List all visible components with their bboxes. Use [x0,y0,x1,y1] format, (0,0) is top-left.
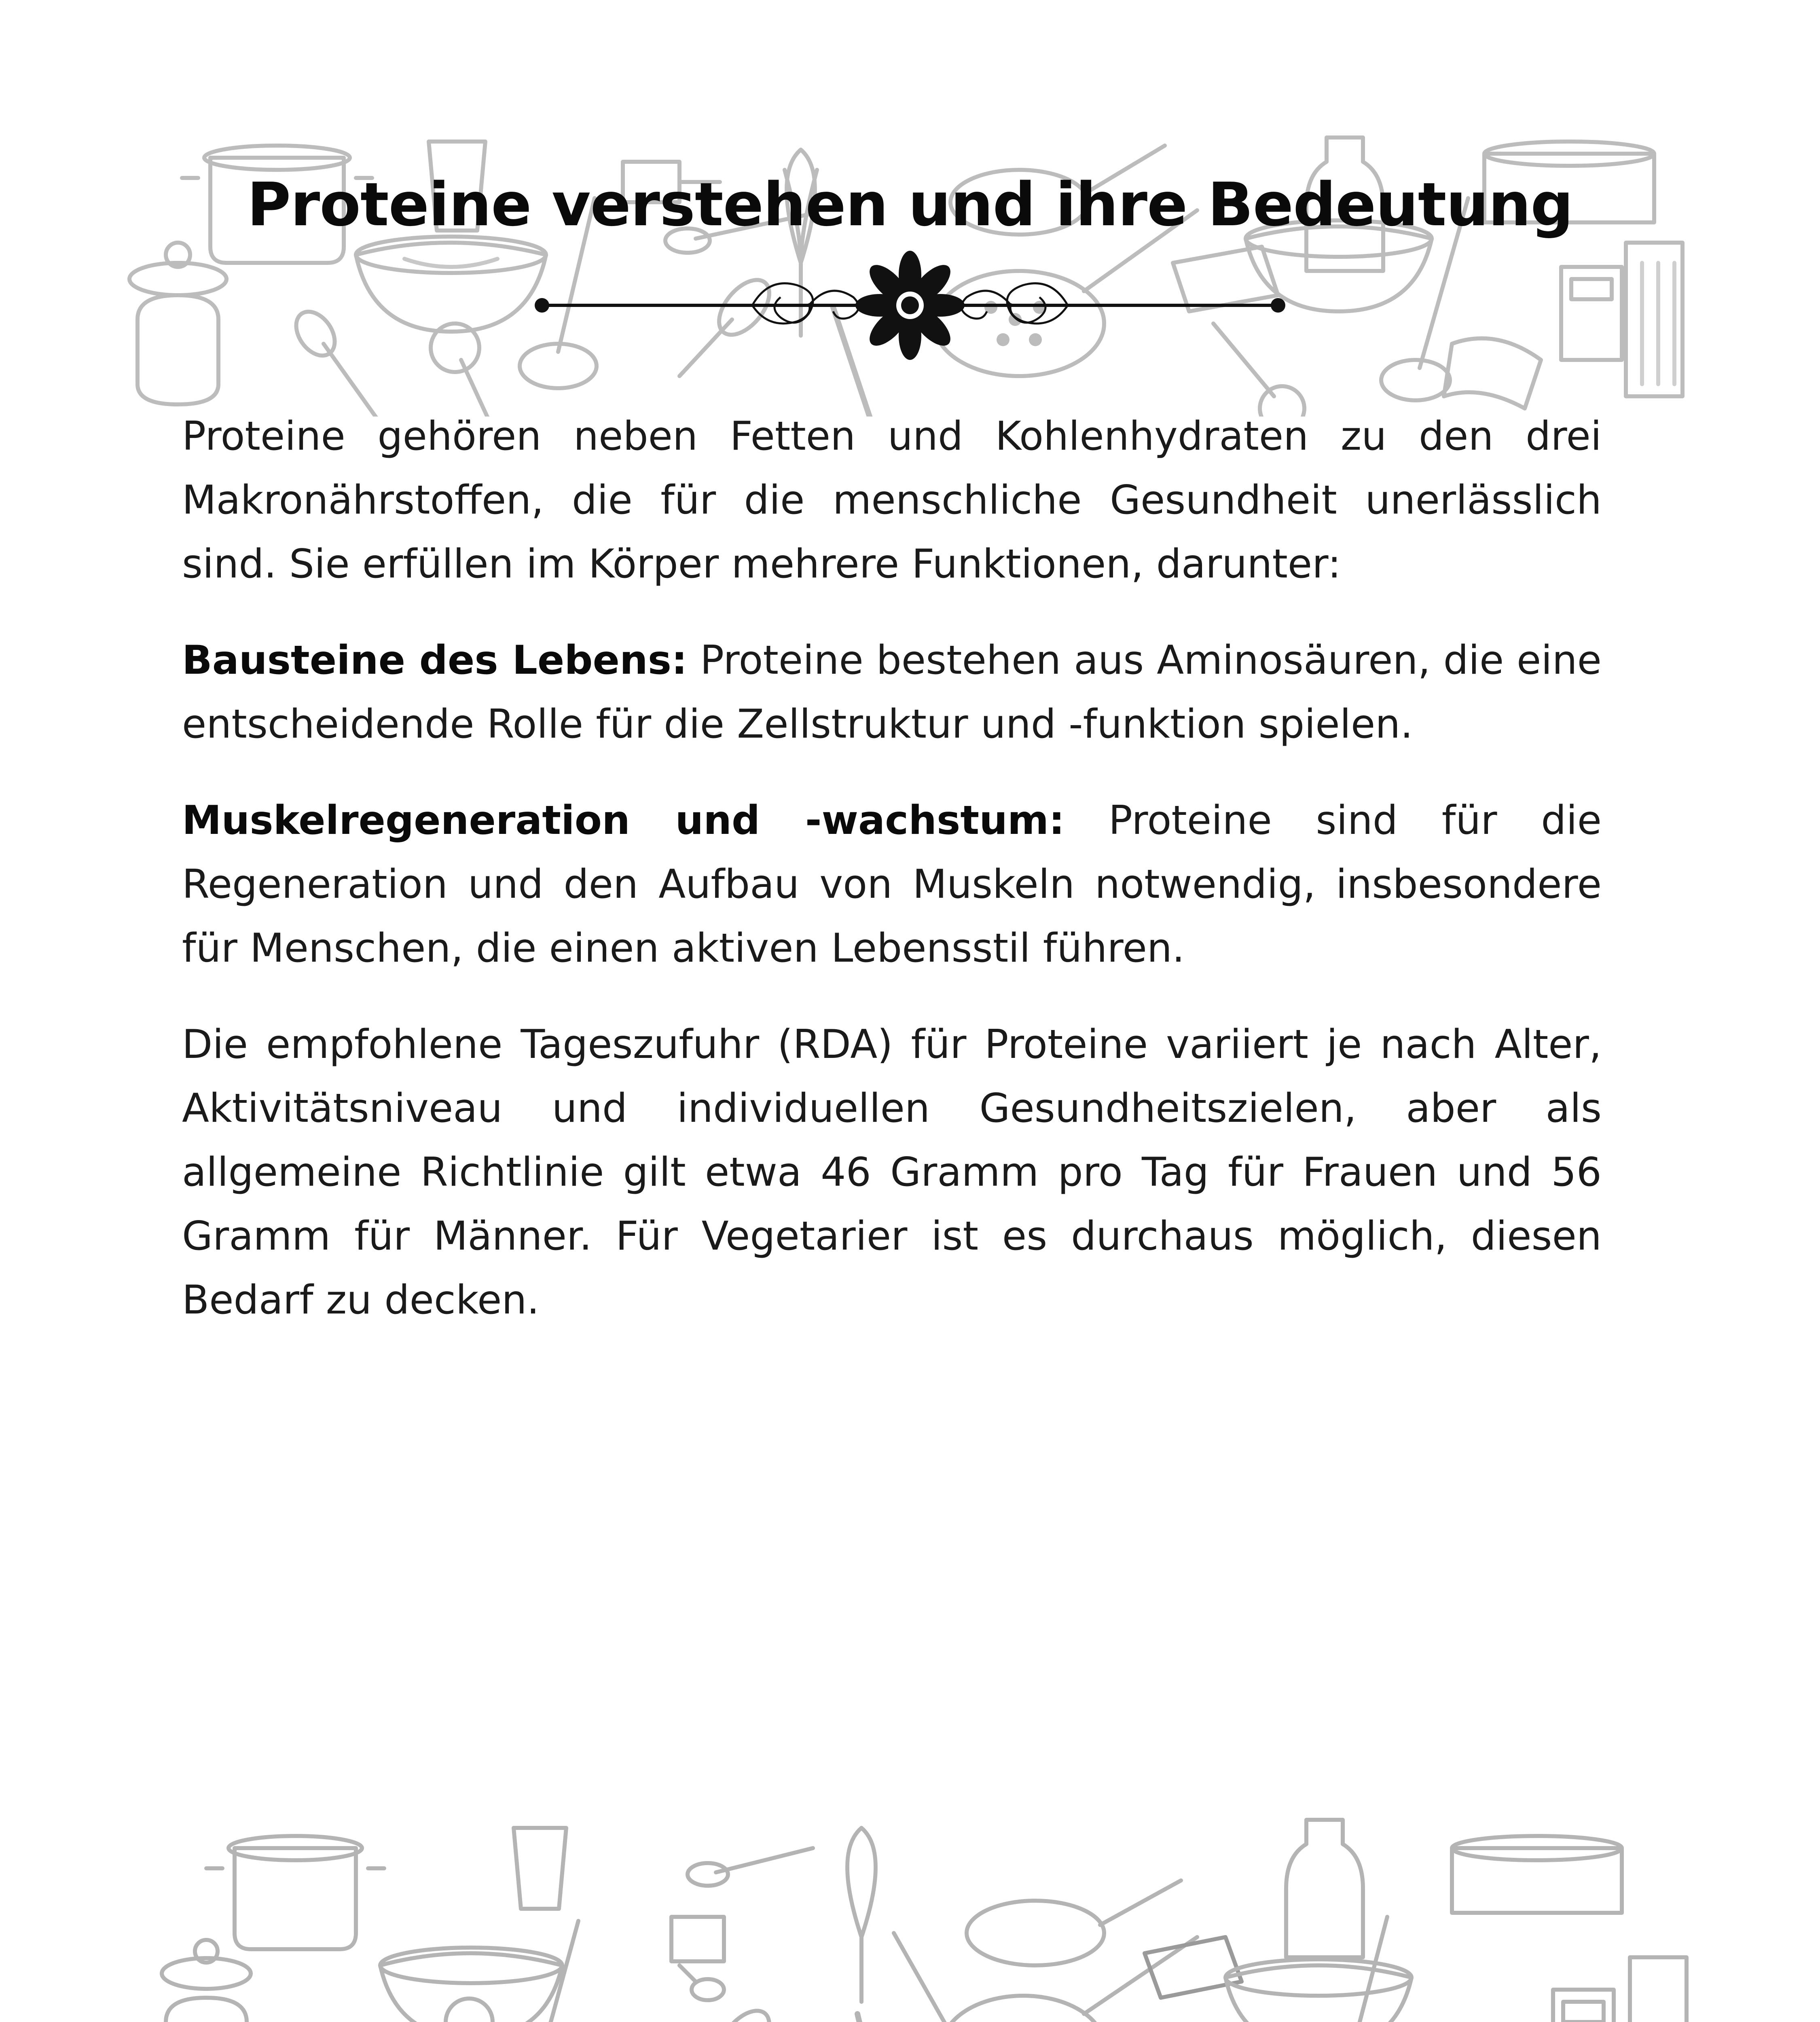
intro-paragraph: Proteine gehören neben Fetten und Kohlenhydraten zu den drei Makronährstoffen, die für die menschliche Gesundheit unerlässlich sind. Sie erfüllen im Körper mehrere Funktionen, darunter: [182,413,1602,587]
item-text: Proteine sind für die Regeneration und den Aufbau von Muskeln notwendig, insbesondere für Menschen, die einen aktiven Lebensstil führen. [182,797,1602,971]
list-item [182,628,1602,756]
item-heading: Bausteine des Lebens: [182,637,688,683]
ornamental-flower-divider-icon [526,251,1294,360]
kitchen-utensils-icon [121,1812,1699,2022]
item-heading: Muskelregeneration und -wachstum: [182,797,1065,844]
kitchen-utensils-illustration-bottom [121,1812,1699,2022]
closing-paragraph: Die empfohlene Tageszufuhr (RDA) für Proteine variiert je nach Alter, Aktivitätsniveau und individuellen Gesundheitszielen, aber als allgemeine Richtlinie gilt etwa 46 Gramm pro Tag für Frauen und 56 Gramm für Männer. Für Vegetarier ist es durchaus möglich, diesen Bedarf zu decken. [182,1022,1602,1323]
list-item [182,789,1602,980]
document-body [182,404,1602,1364]
page-title: Proteine verstehen und ihre Bedeutung [247,170,1573,239]
item-text: Proteine bestehen aus Aminosäuren, die eine entscheidende Rolle für die Zellstruktur und -funktion spielen. [182,637,1602,747]
